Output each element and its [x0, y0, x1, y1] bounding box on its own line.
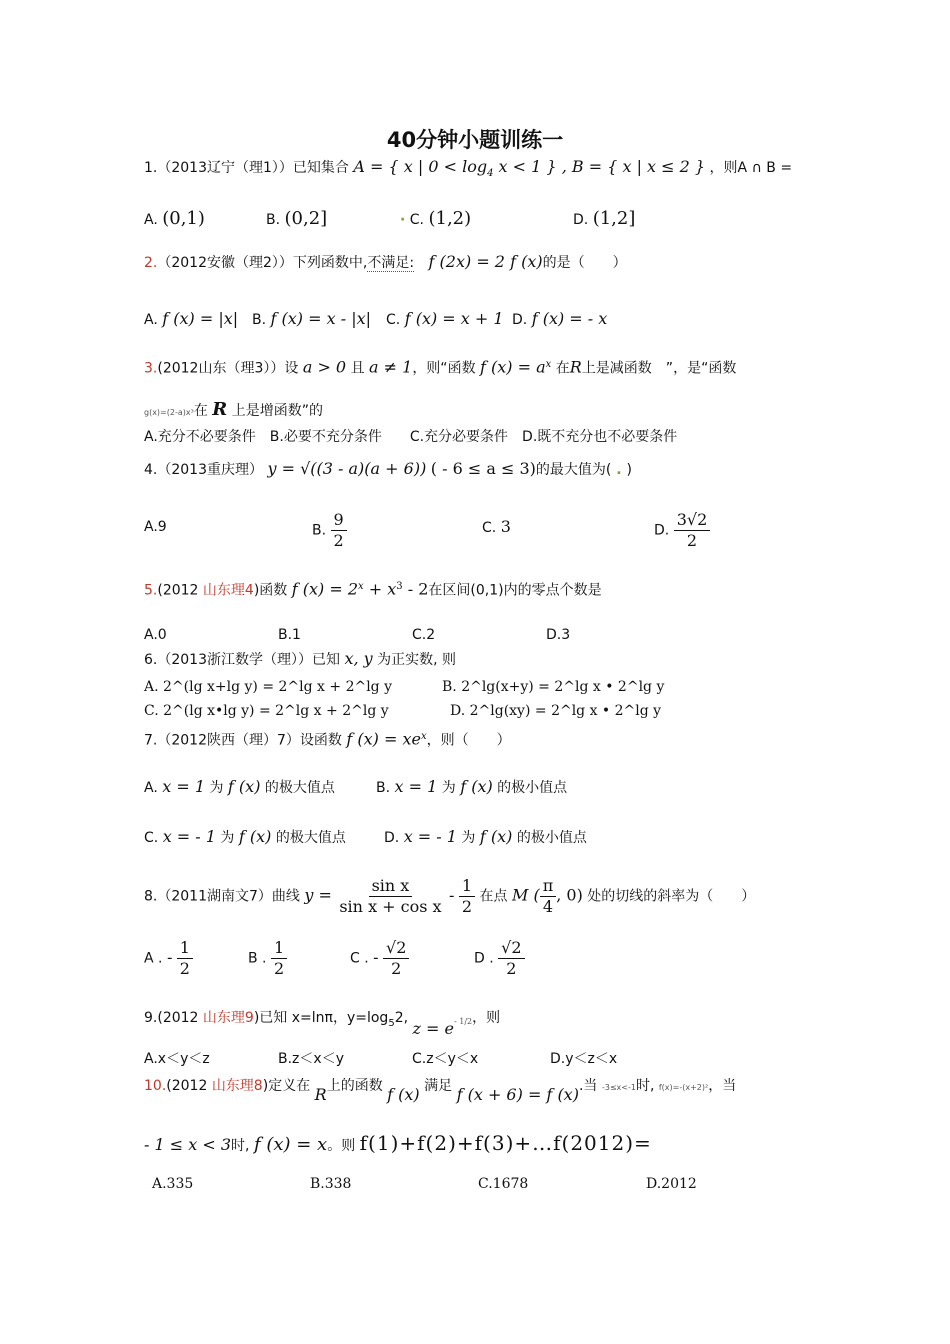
- q3-cond1: a > 0: [302, 357, 347, 377]
- q2-not: 不满足:: [367, 255, 415, 271]
- q9-src-c: 2,: [394, 1010, 409, 1026]
- q10-interval2: - 1 ≤ x < 3: [144, 1135, 232, 1154]
- q4-option-c-label: C.: [482, 520, 497, 536]
- q8-d-num: √2: [498, 938, 524, 959]
- q4-option-d-label: D.: [654, 522, 670, 539]
- q3-mid1: ，则“函数: [412, 360, 476, 377]
- q6-option-d: D. 2^lg(xy) = 2^lg x • 2^lg y: [450, 703, 662, 719]
- q4-b-den: 2: [333, 531, 344, 550]
- q4-d-den: 2: [686, 531, 698, 550]
- q3-options: A.充分不必要条件 B.必要不充分条件 C.充分必要条件 D.既不充分也不必要条件: [144, 429, 678, 445]
- q8-stem: 8.（2011湖南文7）曲线: [144, 888, 300, 905]
- q6-stem: 6.（2013浙江数学（理））已知: [144, 652, 340, 668]
- q7-a-end: 的极大值点: [264, 780, 335, 796]
- q7-sup: x: [420, 731, 427, 742]
- q10-when: .当: [578, 1078, 598, 1094]
- q2-option-c-label: C.: [386, 312, 401, 328]
- q8-d-den: 2: [506, 959, 517, 978]
- q7-c-text: 为: [220, 830, 235, 846]
- q2-number: 2.: [144, 255, 158, 271]
- q4-end-paren: ): [626, 462, 632, 478]
- q8-num: sin x: [369, 876, 413, 897]
- q9-end: ，则: [472, 1010, 501, 1026]
- q7-c-end: 的极大值点: [275, 830, 346, 846]
- q7-d-x: x = - 1: [403, 827, 457, 846]
- q9-option-a: A.x＜y＜z: [144, 1051, 210, 1067]
- q3-g-function: g(x)=(2-a)x³: [144, 408, 194, 417]
- q7-b-end: 的极小值点: [497, 780, 568, 796]
- q8-end: 处的切线的斜率为（ ）: [587, 888, 756, 905]
- q9-src-b: )已知 x=lnπ，y=log: [253, 1010, 389, 1026]
- q8-point-end: , 0): [556, 885, 583, 905]
- q1-options: [144, 210, 205, 229]
- q8-a-value: [177, 938, 193, 979]
- q8-option-d: [474, 938, 525, 979]
- q10-periodic: f (x + 6) = f (x): [456, 1085, 579, 1104]
- q7-d-f: f (x): [479, 827, 513, 846]
- q5-formula2: + x: [363, 579, 397, 599]
- question-1: [144, 158, 792, 183]
- q8-a-den: 2: [179, 959, 190, 978]
- q4-b-num: 9: [331, 510, 347, 531]
- stray-dot-2: .: [611, 462, 627, 478]
- q10-comma: ，当: [708, 1078, 737, 1094]
- q4-option-a: A.9: [144, 519, 167, 535]
- q1-option-b: (0,2]: [284, 208, 328, 229]
- q2-option-d: f (x) = - x: [531, 309, 608, 328]
- q7-a-label: A.: [144, 780, 158, 796]
- q5-src-b: )函数: [253, 582, 288, 599]
- q10-piece1: f(x)=-(x+2)²: [658, 1083, 709, 1092]
- q6-option-b: B. 2^lg(x+y) = 2^lg x • 2^lg y: [442, 679, 665, 695]
- q8-a-label: A .: [144, 950, 163, 967]
- q8-y: y =: [304, 885, 332, 905]
- q8-half-den: 2: [461, 897, 473, 916]
- q1-option-d: (1,2]: [592, 208, 636, 229]
- q8-a-sign: -: [166, 947, 173, 967]
- q4-option-b: [331, 510, 347, 551]
- q1-then: ，则A ∩ B =: [709, 160, 793, 176]
- q8-pi-fraction: [540, 876, 557, 917]
- q4-option-d-wrap: [654, 510, 710, 551]
- q1-set-a: A = { x | 0 < log: [353, 157, 488, 176]
- q3-line2-end: 上是增函数”的: [231, 403, 323, 419]
- q7-option-d: [384, 828, 587, 847]
- q4-stem: 4.（2013重庆理）: [144, 462, 263, 478]
- q2-option-d-wrap: [512, 310, 607, 329]
- q5-src-a: (2012: [157, 582, 203, 599]
- q3-on: 在: [555, 360, 570, 377]
- q1-option-a: (0,1): [162, 208, 205, 229]
- q8-c-sign: -: [373, 947, 379, 967]
- q3-R2: R: [212, 399, 228, 420]
- q7-option-c: [144, 828, 346, 847]
- q2-option-a: f (x) = |x|: [162, 309, 239, 328]
- q8-d-value: [498, 938, 524, 979]
- q3-and: 且: [350, 360, 365, 377]
- q9-option-b: B.z＜x＜y: [278, 1051, 344, 1067]
- page-title: 40分钟小题训练一: [386, 128, 564, 152]
- q10-then: 。则: [327, 1138, 356, 1154]
- q10-f: f (x): [387, 1085, 420, 1104]
- q4-range: ( - 6 ≤ a ≤ 3): [430, 459, 536, 478]
- q10-when3: 时,: [231, 1138, 250, 1154]
- q7-stem: 7.（2012陕西（理）7）设函数: [144, 732, 342, 749]
- q2-option-d-label: D.: [512, 312, 528, 328]
- q1-option-d-wrap: [573, 210, 635, 229]
- q3-function: f (x) = a: [480, 357, 546, 377]
- q8-d-label: D .: [474, 950, 494, 967]
- q1-set-b: x < 1 } , B = { x | x ≤ 2 }: [493, 157, 706, 176]
- q8-c-label: C .: [350, 950, 369, 967]
- q9-z-exp: - 1/2: [453, 1017, 473, 1026]
- q7-c-x: x = - 1: [162, 827, 216, 846]
- q8-option-c: [350, 938, 409, 979]
- q4-option-b-label: B.: [312, 522, 327, 539]
- q3-line2: [144, 401, 323, 422]
- q10-option-b: B.338: [310, 1176, 352, 1192]
- q6-end: 为正实数, 则: [377, 652, 457, 668]
- q1-log-base: 4: [487, 167, 494, 179]
- q3-R: R: [569, 357, 582, 377]
- q10-R: R: [314, 1085, 327, 1104]
- q2-option-b: f (x) = x - |x|: [270, 309, 372, 328]
- question-10: [144, 1076, 737, 1104]
- q1-option-b-label: B.: [266, 212, 281, 228]
- q5-end: 在区间(0,1)内的零点个数是: [428, 582, 602, 599]
- q1-option-a-label: A.: [144, 212, 158, 228]
- q8-point-m: M (: [511, 885, 540, 905]
- q8-b-value: [271, 938, 287, 979]
- q9-z: z = e: [412, 1019, 454, 1038]
- q8-at: 在点: [479, 888, 508, 905]
- question-5: [144, 578, 602, 600]
- question-8: [144, 876, 755, 917]
- q4-option-c: 3: [500, 517, 511, 536]
- q8-b-num: 1: [271, 938, 287, 959]
- q10-sum: f(1)+f(2)+f(3)+…f(2012)=: [359, 1131, 652, 1155]
- q2-stem: （2012安徽（理2））下列函数中,: [157, 255, 368, 271]
- q10-interval1: -3≤x<-1: [601, 1083, 636, 1092]
- q8-option-b: [248, 938, 287, 979]
- q8-option-a: [144, 938, 193, 979]
- q8-b-label: B .: [248, 950, 267, 967]
- question-2: [144, 253, 627, 272]
- q6-vars: x, y: [344, 649, 373, 668]
- q7-d-end: 的极小值点: [516, 830, 587, 846]
- q6-option-a: A. 2^(lg x+lg y) = 2^lg x + 2^lg y: [144, 679, 393, 695]
- q4-end: 的最大值为(: [535, 462, 612, 478]
- q10-line2: [144, 1131, 652, 1155]
- q1-option-c-label: C.: [409, 212, 425, 228]
- q1-option-c-wrap: [400, 210, 471, 229]
- q3-exp: x: [545, 359, 552, 370]
- question-4: [144, 460, 632, 479]
- q9-log-base: 5: [388, 1017, 395, 1029]
- q2-option-b-wrap: [252, 310, 371, 329]
- q10-option-a: A.335: [152, 1176, 194, 1192]
- q2-option-a-label: A.: [144, 312, 158, 328]
- question-7: [144, 728, 511, 750]
- q7-option-a: [144, 778, 335, 797]
- q2-option-c: f (x) = x + 1: [404, 309, 504, 328]
- q3-number: 3.: [144, 360, 158, 377]
- q7-option-b: [376, 778, 567, 797]
- stray-dot: ·: [400, 212, 406, 228]
- q1-option-b-wrap: [266, 210, 327, 229]
- q3-cond2: a ≠ 1: [369, 357, 413, 377]
- q5-sup2: 3: [396, 581, 403, 592]
- q4-option-b-wrap: [312, 510, 347, 551]
- q7-formula: f (x) = xe: [346, 729, 421, 749]
- q3-stem: (2012山东（理3））设: [157, 360, 299, 377]
- q10-src-a: (2012: [166, 1078, 212, 1094]
- q4-option-c-wrap: [482, 518, 511, 537]
- q2-end: 的是（ ）: [542, 255, 627, 271]
- q5-number: 5.: [144, 582, 158, 599]
- q8-b-den: 2: [273, 959, 285, 978]
- q7-b-label: B.: [376, 780, 391, 796]
- q7-b-text: 为: [441, 780, 456, 796]
- q7-a-text: 为: [209, 780, 224, 796]
- q10-when2: 时,: [635, 1078, 655, 1094]
- q7-b-f: f (x): [460, 777, 493, 796]
- q7-end: ，则（ ）: [426, 732, 511, 749]
- q10-mid: 上的函数: [326, 1078, 383, 1094]
- q9-option-c: C.z＜y＜x: [412, 1051, 479, 1067]
- q10-src-red: 山东理8: [211, 1078, 263, 1094]
- q7-a-x: x = 1: [162, 777, 206, 796]
- q4-option-d: [674, 510, 711, 551]
- question-9: [144, 1008, 501, 1038]
- q2-option-c-wrap: [386, 310, 504, 329]
- q2-options: [144, 310, 238, 329]
- q8-pi-num: π: [540, 876, 557, 897]
- q8-minus: -: [449, 885, 455, 905]
- q3-on2: 在: [193, 403, 208, 419]
- q5-option-d: D.3: [546, 627, 571, 643]
- q3-mid2: 上是减函数 ”，是“函数: [581, 360, 737, 377]
- q2-option-b-label: B.: [252, 312, 267, 328]
- q8-a-num: 1: [177, 938, 193, 959]
- q8-half: [459, 876, 475, 917]
- q5-formula3: - 2: [402, 579, 429, 599]
- q8-c-value: [383, 938, 409, 979]
- q8-c-num: √2: [383, 938, 409, 959]
- q6-option-c: C. 2^(lg x•lg y) = 2^lg x + 2^lg y: [144, 703, 389, 719]
- q5-sup1: x: [358, 581, 364, 592]
- q9-src-red: 山东理9: [202, 1010, 254, 1026]
- q8-half-num: 1: [459, 876, 475, 897]
- q5-option-a: A.0: [144, 627, 167, 643]
- q7-c-label: C.: [144, 830, 159, 846]
- q5-option-c: C.2: [412, 627, 436, 643]
- q10-src-b: )定义在: [262, 1078, 311, 1094]
- q8-main-fraction: [336, 876, 444, 917]
- q8-pi-den: 4: [542, 897, 554, 916]
- question-6: [144, 650, 456, 669]
- q10-option-d: D.2012: [646, 1176, 697, 1192]
- q5-option-b: B.1: [278, 627, 301, 643]
- q10-piece2: f (x) = x: [253, 1134, 328, 1155]
- q1-stem: 1.（2013辽宁（理1））已知集合: [144, 160, 349, 176]
- q8-den: sin x + cos x: [339, 897, 442, 916]
- q9-number: 9.: [144, 1010, 158, 1026]
- q7-d-label: D.: [384, 830, 400, 846]
- q5-src-red: 山东理4: [202, 582, 254, 599]
- q10-number: 10.: [144, 1078, 167, 1094]
- q10-option-c: C.1678: [478, 1176, 529, 1192]
- q4-formula: y = √((3 - a)(a + 6)): [267, 459, 427, 478]
- q7-a-f: f (x): [227, 777, 261, 796]
- q5-formula: f (x) = 2: [291, 579, 359, 599]
- q10-satisfies: 满足: [424, 1078, 453, 1094]
- q9-option-d: D.y＜z＜x: [550, 1051, 618, 1067]
- q9-src-a: (2012: [157, 1010, 203, 1026]
- q1-option-c: (1,2): [428, 208, 472, 229]
- q7-c-f: f (x): [238, 827, 272, 846]
- q2-formula: f (2x) = 2 f (x): [428, 252, 543, 271]
- q8-c-den: 2: [391, 959, 402, 978]
- q4-d-num: 3√2: [674, 510, 711, 531]
- question-3: [144, 356, 736, 378]
- q7-d-text: 为: [461, 830, 476, 846]
- q7-b-x: x = 1: [394, 777, 438, 796]
- q1-option-d-label: D.: [573, 212, 589, 228]
